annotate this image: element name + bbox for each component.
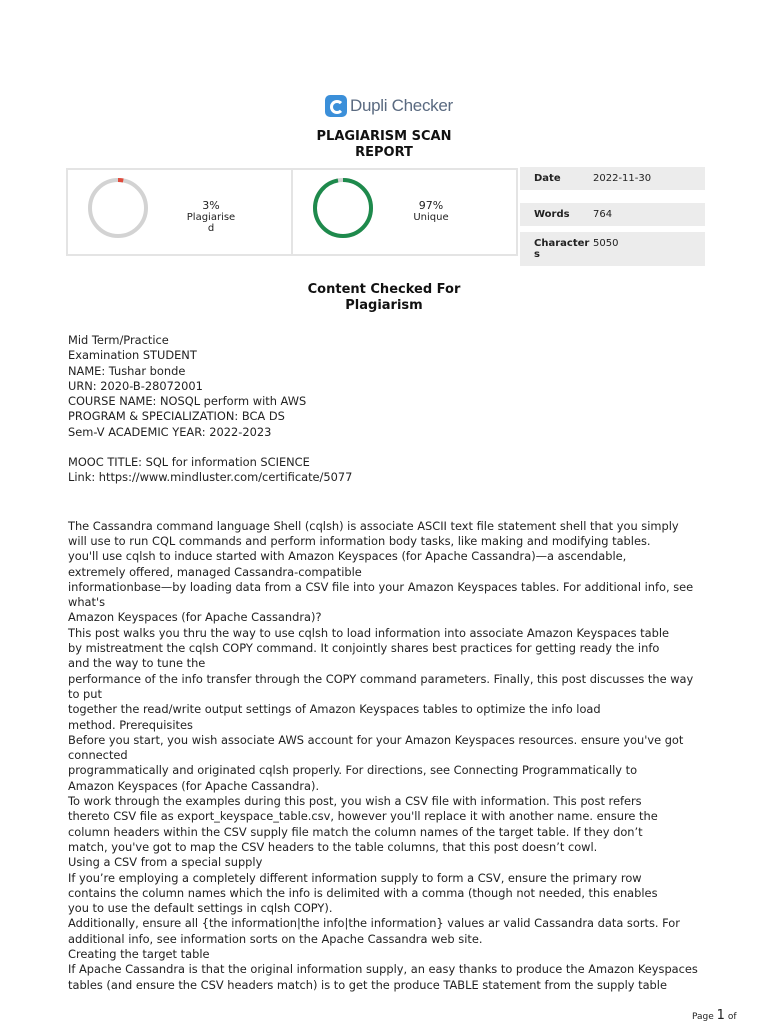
section-title-line2: Plagiarism [345,298,423,313]
unique-stat [406,200,456,223]
student-header-block [68,333,716,440]
body-text-block [68,519,716,871]
content-line: To work through the examples during this post, you wish a CSV file with information. This post refers [68,794,642,809]
content-line: Before you start, you wish associate AWS account for your Amazon Keyspaces resources. ensure you've got [68,732,684,747]
meta-key-characters-line1: Character [534,238,590,249]
content-line: tables (and ensure the CSV headers match) is to get the produce TABLE statement from the supply table [68,977,667,992]
page-number: 1 [716,1008,725,1023]
content-line: URN: 2020-B-28072001 [68,378,203,393]
page-label: Page [692,1012,714,1022]
meta-row-words [520,203,705,226]
unique-ring-arc [315,180,371,236]
dupli-checker-logo-icon [325,95,347,117]
brand-name: Dupli Checker [350,96,453,115]
meta-value-characters: 5050 [593,238,619,249]
unique-percent: 97% [418,199,444,212]
meta-key-words: Words [534,209,570,220]
content-line: contains the column names which the info is delimited with a comma (though not needed, this enables [68,885,658,900]
content-line: Sem-V ACADEMIC YEAR: 2022-2023 [68,424,272,439]
content-line: informationbase—by loading data from a CSV file into your Amazon Keyspaces tables. For additional info, see [68,579,694,594]
content-line: together the read/write output settings of Amazon Keyspaces tables to optimize the info load [68,702,601,717]
page-suffix: of [727,1012,737,1022]
content-line: If you’re employing a completely different information supply to form a CSV, ensure the primary row [68,870,642,885]
content-line: and the way to tune the [68,656,206,671]
content-line: PROGRAM & SPECIALIZATION: BCA DS [68,409,285,424]
content-line: MOOC TITLE: SQL for information SCIENCE [68,455,310,470]
section-title-line1: Content Checked For [307,282,461,297]
plagiarised-ring-icon [86,176,150,240]
unique-label: Unique [413,212,449,223]
content-line: Link: https://www.mindluster.com/certificate/5077 [68,470,353,485]
plagiarised-label-line2: d [207,223,215,234]
content-line: column headers within the CSV supply file match the column names of the target table. If they don’t [68,824,643,839]
justified-text-block [68,871,716,993]
content-line: match, you've got to map the CSV headers to the table columns, that this post doesn’t cowl. [68,839,598,854]
report-meta-table [520,167,705,272]
content-line: Mid Term/Practice [68,333,169,347]
content-line: you to use the default settings in cqlsh COPY). [68,901,333,916]
meta-key-characters-line2: s [534,249,540,260]
checked-content [68,333,716,993]
report-title [284,129,484,161]
content-line: additional info, see information sorts on the Apache Cassandra web site. [68,931,483,946]
content-line: This post walks you thru the way to use cqlsh to load information into associate Amazon Keyspaces table [68,625,669,640]
spacer [68,440,716,455]
content-line: connected [68,748,128,763]
content-line: Additionally, ensure all {the information|the info|the information} values ar valid Cassandra data sorts. For [68,916,680,931]
meta-value-date: 2022-11-30 [593,173,652,184]
content-line: method. Prerequisites [68,717,193,732]
content-line: will use to run CQL commands and perform information body tasks, like making and modifying tables. [68,533,651,548]
plagiarised-cell [68,170,291,254]
meta-row-date [520,167,705,190]
spacer [68,486,716,519]
content-line: The Cassandra command language Shell (cqlsh) is associate ASCII text file statement shell that you simply [68,518,679,533]
meta-value-words: 764 [593,209,613,220]
report-title-line1: PLAGIARISM SCAN [316,129,452,144]
content-line: Using a CSV from a special supply [68,855,263,870]
plagiarised-percent: 3% [202,199,220,212]
meta-key-characters [520,232,593,266]
content-line: what's [68,595,106,610]
content-line: COURSE NAME: NOSQL perform with AWS [68,394,307,409]
meta-row-characters [520,232,705,266]
content-section-title [284,282,484,314]
content-line: NAME: Tushar bonde [68,363,186,378]
content-line: Examination STUDENT [68,348,197,363]
content-line: Creating the target table [68,946,210,961]
content-line: performance of the info transfer through the COPY command parameters. Finally, this post discusses the way [68,671,694,686]
content-line: thereto CSV file as export_keyspace_table.csv, however you'll replace it with another name. ensure the [68,809,658,824]
content-line: programmatically and originated cqlsh properly. For directions, see Connecting Programmatically to [68,763,638,778]
dupli-checker-logo [325,93,453,119]
report-title-line2: REPORT [355,145,413,160]
content-line: extremely offered, managed Cassandra-compatible [68,564,362,579]
unique-cell [291,170,516,254]
content-line: to put [68,686,102,701]
content-line: Amazon Keyspaces (for Apache Cassandra). [68,778,320,793]
unique-ring-icon [311,176,375,240]
content-line: Amazon Keyspaces (for Apache Cassandra)? [68,610,322,625]
plagiarised-stat [186,200,236,234]
scan-summary-box [66,168,518,256]
content-line: by mistreatment the cqlsh COPY command. It conjointly shares best practices for getting ready the info [68,641,660,656]
page-footer [692,1008,737,1023]
plagiarised-ring-track [90,180,146,236]
plagiarised-label-line1: Plagiarise [186,212,236,223]
meta-key-date: Date [534,173,561,184]
content-line: If Apache Cassandra is that the original information supply, an easy thanks to produce the Amazon Keyspaces [68,962,698,977]
content-line: you'll use cqlsh to induce started with Amazon Keyspaces (for Apache Cassandra)—a ascendable, [68,549,627,564]
mooc-block [68,455,716,486]
